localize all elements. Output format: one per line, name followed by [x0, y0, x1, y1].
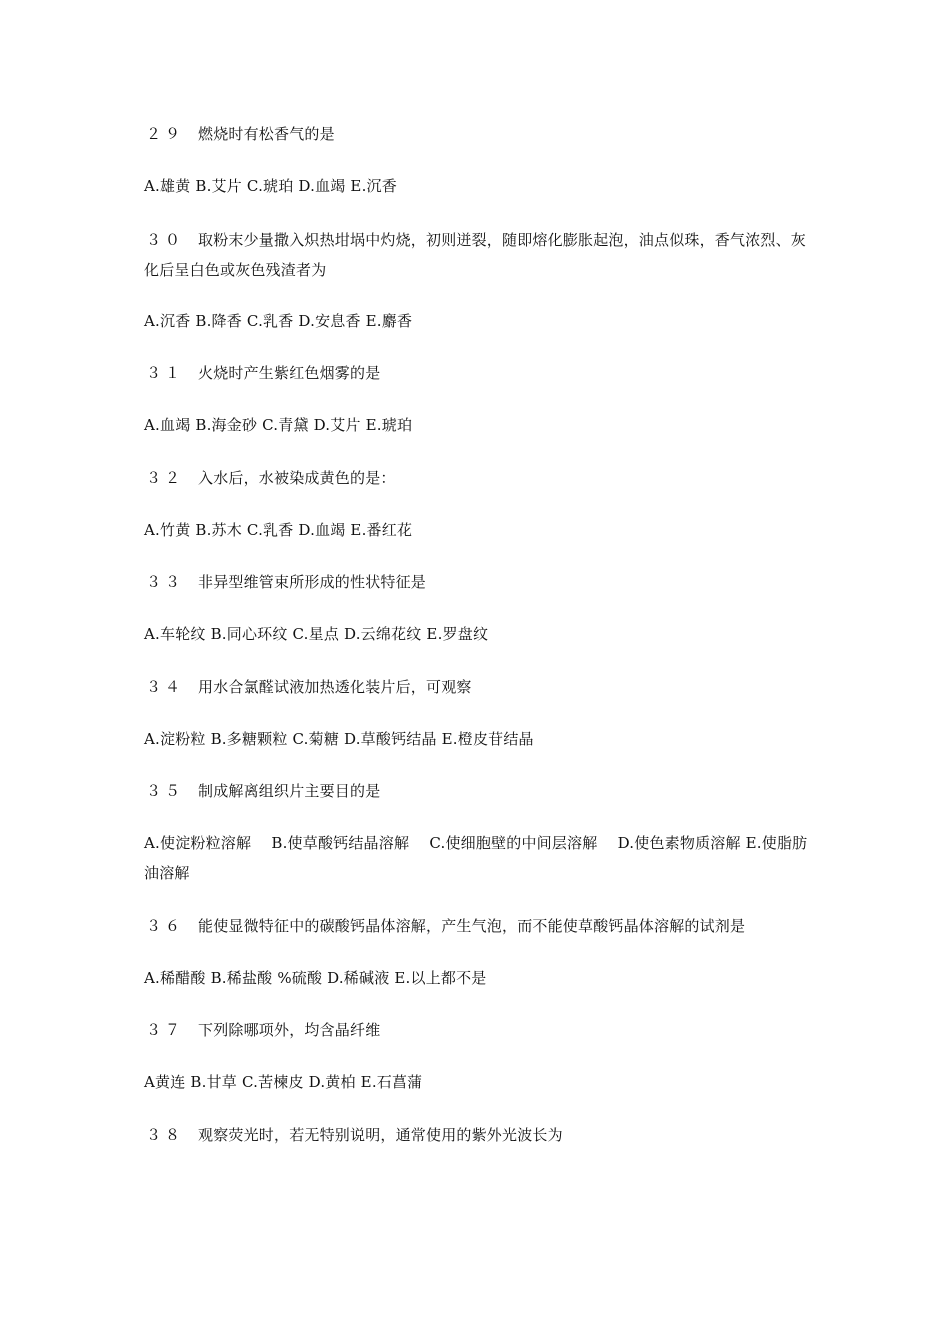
- question-31-options: A.血竭 B.海金砂 C.青黛 D.艾片 E.琥珀: [144, 416, 413, 434]
- question-35: [144, 776, 814, 806]
- question-35-options: A.使淀粉粒溶解 B.使草酸钙结晶溶解 C.使细胞壁的中间层溶解 D.使色素物质溶解 E.使脂肪油溶解: [144, 834, 808, 882]
- question-32: [144, 463, 814, 493]
- question-text: 燃烧时有松香气的是: [198, 125, 335, 143]
- question-number: ３２: [146, 469, 185, 487]
- question-number: ３５: [146, 782, 185, 800]
- question-text: 非异型维管束所形成的性状特征是: [198, 573, 427, 591]
- question-33-options: A.车轮纹 B.同心环纹 C.星点 D.云绵花纹 E.罗盘纹: [144, 625, 489, 643]
- question-36-options: A.稀醋酸 B.稀盐酸 %硫酸 D.稀碱液 E.以上都不是: [144, 969, 487, 987]
- question-text: 取粉末少量撒入炽热坩埚中灼烧，初则迸裂，随即熔化膨胀起泡，油点似珠，香气浓烈、灰化后呈白色或灰色残渣者为: [144, 231, 807, 279]
- question-38: [144, 1120, 814, 1150]
- question-31: [144, 358, 814, 388]
- question-number: ３７: [146, 1021, 185, 1039]
- question-32-options: A.竹黄 B.苏木 C.乳香 D.血竭 E.番红花: [144, 521, 413, 539]
- question-33: [144, 567, 814, 597]
- question-text: 制成解离组织片主要目的是: [198, 782, 381, 800]
- question-number: ３４: [146, 678, 185, 696]
- question-30: [144, 225, 812, 285]
- question-text: 火烧时产生紫红色烟雾的是: [198, 364, 381, 382]
- question-34-options: A.淀粉粒 B.多糖颗粒 C.菊糖 D.草酸钙结晶 E.橙皮苷结晶: [144, 730, 534, 748]
- question-36: [144, 911, 814, 941]
- question-30-options: A.沉香 B.降香 C.乳香 D.安息香 E.麝香: [144, 312, 413, 330]
- question-number: ３１: [146, 364, 185, 382]
- question-number: ３３: [146, 573, 185, 591]
- question-34: [144, 672, 814, 702]
- question-text: 能使显微特征中的碳酸钙晶体溶解，产生气泡，而不能使草酸钙晶体溶解的试剂是: [198, 917, 746, 935]
- question-text: 入水后，水被染成黄色的是：: [198, 469, 396, 487]
- question-29: [144, 119, 814, 149]
- question-37-options: A黄连 B.甘草 C.苦楝皮 D.黄柏 E.石菖蒲: [144, 1073, 423, 1091]
- question-text: 观察荧光时，若无特别说明，通常使用的紫外光波长为: [198, 1126, 563, 1144]
- question-number: ３０: [146, 231, 185, 249]
- question-29-options: A.雄黄 B.艾片 C.琥珀 D.血竭 E.沉香: [144, 177, 397, 195]
- question-text: 下列除哪项外，均含晶纤维: [198, 1021, 381, 1039]
- question-text: 用水合氯醛试液加热透化装片后，可观察: [198, 678, 472, 696]
- question-number: ３８: [146, 1126, 185, 1144]
- question-number: ３６: [146, 917, 185, 935]
- question-37: [144, 1015, 814, 1045]
- question-number: ２９: [146, 125, 185, 143]
